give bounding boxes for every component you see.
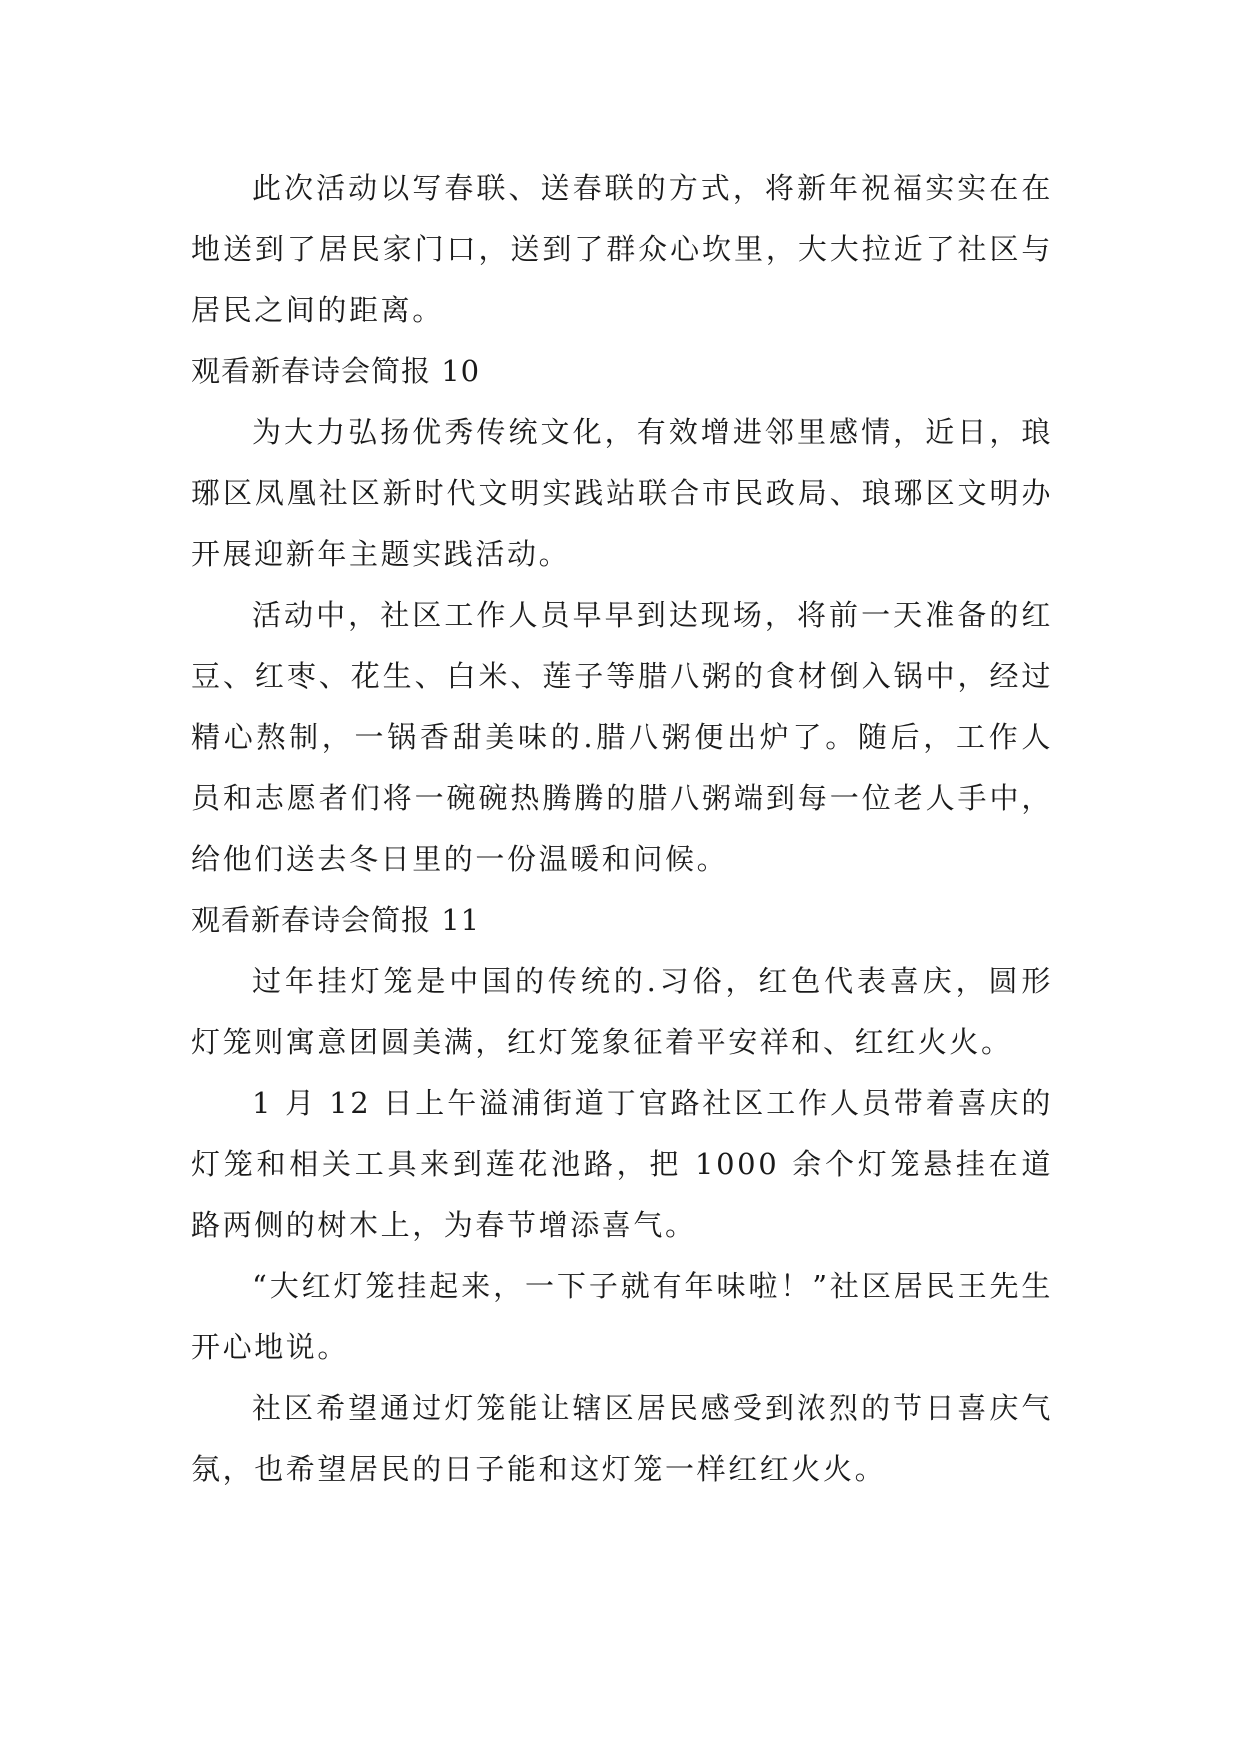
paragraph: “大红灯笼挂起来，一下子就有年味啦！”社区居民王先生开心地说。 [191, 1269, 1053, 1364]
document-body [191, 158, 1053, 1500]
paragraph: 此次活动以写春联、送春联的方式，将新年祝福实实在在地送到了居民家门口，送到了群众心坎里，大大拉近了社区与居民之间的距离。 [191, 171, 1053, 327]
section-heading: 观看新春诗会简报 11 [191, 903, 481, 937]
paragraph: 活动中，社区工作人员早早到达现场，将前一天准备的红豆、红枣、花生、白米、莲子等腊八粥的食材倒入锅中，经过精心熬制，一锅香甜美味的.腊八粥便出炉了。随后，工作人员和志愿者们将一碗碗热腾腾的腊八粥端到每一位老人手中，给他们送去冬日里的一份温暖和问候。 [191, 598, 1053, 876]
section-heading: 观看新春诗会简报 10 [191, 354, 481, 388]
paragraph: 社区希望通过灯笼能让辖区居民感受到浓烈的节日喜庆气氛，也希望居民的日子能和这灯笼一样红红火火。 [191, 1391, 1053, 1486]
paragraph: 过年挂灯笼是中国的传统的.习俗，红色代表喜庆，圆形灯笼则寓意团圆美满，红灯笼象征着平安祥和、红红火火。 [191, 964, 1053, 1059]
paragraph: 为大力弘扬优秀传统文化，有效增进邻里感情，近日，琅琊区凤凰社区新时代文明实践站联合市民政局、琅琊区文明办开展迎新年主题实践活动。 [191, 415, 1053, 571]
paragraph: 1 月 12 日上午溢浦街道丁官路社区工作人员带着喜庆的灯笼和相关工具来到莲花池路，把 1000 余个灯笼悬挂在道路两侧的树木上，为春节增添喜气。 [191, 1086, 1053, 1242]
